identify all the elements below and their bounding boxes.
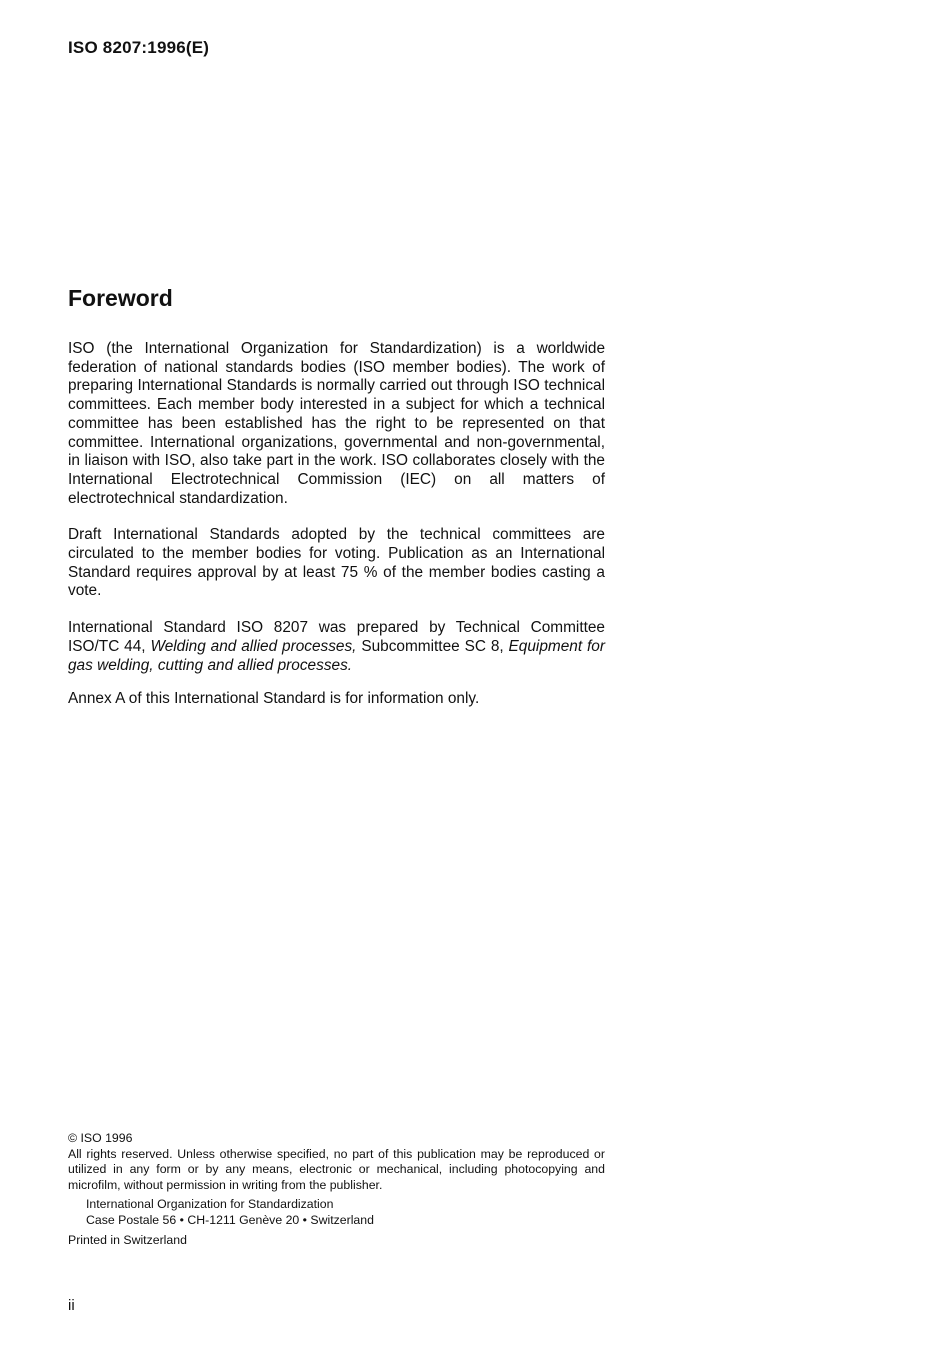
preparation-text-1: International Standard ISO 8207 was prepared by Technical Committee ISO/TC 44,: [68, 619, 605, 655]
rights-statement: All rights reserved. Unless otherwise specified, no part of this publication may be reproduced or utilized in any form or by any means, electronic or mechanical, including photocopying and microfilm, without permission in writing from the publisher.: [68, 1146, 605, 1192]
section-title: Foreword: [68, 285, 173, 311]
copyright-line: © ISO 1996: [68, 1131, 133, 1145]
paragraph-preparation: [68, 619, 605, 675]
paragraph-iso-intro: ISO (the International Organization for Standardization) is a worldwide federation of national standards bodies (ISO member bodies). The work of preparing International Standards is normally carried out through ISO technical committees. Each member body interested in a subject for which a technical committee has been established has the right to be represented on that committee. International organizations, governmental and non-governmental, in liaison with ISO, also take part in the work. ISO collaborates closely with the International Electrotechnical Commission (IEC) on all matters of electrotechnical standardization.: [68, 340, 605, 507]
publisher-name: International Organization for Standardization: [86, 1197, 334, 1211]
paragraph-annex-note: Annex A of this International Standard is for information only.: [68, 690, 480, 708]
running-header: ISO 8207:1996(E): [68, 38, 210, 57]
paragraph-draft-standards: Draft International Standards adopted by the technical committees are circulated to the member bodies for voting. Publication as an International Standard requires approval by at least 75 % of the member bodies casting a vote.: [68, 526, 605, 600]
page-number: ii: [68, 1297, 75, 1314]
publisher-postal-address: Case Postale 56 • CH-1211 Genève 20 • Switzerland: [86, 1213, 374, 1227]
copyright-footer: [68, 1131, 605, 1249]
printed-location: Printed in Switzerland: [68, 1233, 187, 1247]
publisher-address: [86, 1196, 605, 1228]
committee-title: Welding and allied processes,: [150, 637, 357, 655]
foreword-body: [68, 340, 605, 727]
preparation-text-2: Subcommittee SC 8,: [356, 637, 509, 655]
subcommittee-title: Equipment for gas welding, cutting and allied processes.: [68, 637, 605, 674]
